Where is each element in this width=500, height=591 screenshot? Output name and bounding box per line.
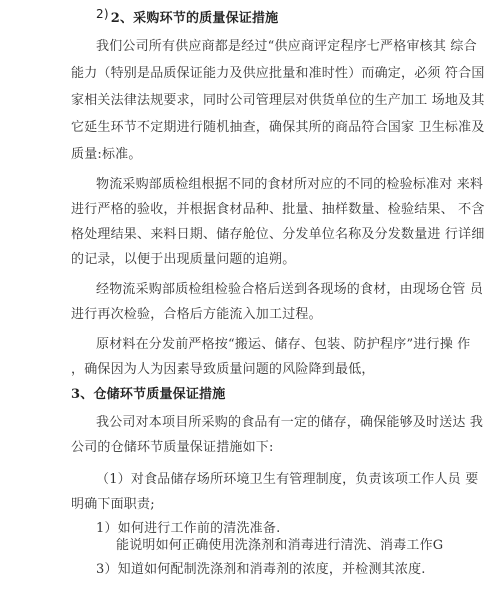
s2-p4-line-2: ，确保因为人为因素导致质量问题的风险降到最低，	[71, 362, 375, 377]
section-2-marker: 2)	[96, 7, 109, 21]
section-2-heading-text: 2、采购环节的质量保证措施	[110, 11, 279, 26]
s2-p1-line-1: 我们公司所有供应商都是经过“供应商评定程序七严格审核其 综合	[96, 39, 477, 54]
s3-sub1-line-2: 能说明如何正确使用洗涤剂和消毒进行清洗、消毒工作G	[116, 538, 444, 553]
s2-p2-line-2: 进行严格的验收，并根据食材品种、批量、抽样数量、检验结果、 不含	[71, 202, 485, 217]
s2-p1-line-4: 它延生环节不定期进行随机抽查，确保其所的商品符合国家 卫生标准及	[71, 120, 485, 135]
s3-p1-line-2: 公司的仓储环节质量保证措施如下:	[71, 440, 274, 455]
s3-sub3-line: 3）知道如何配制洗涤剂和消毒剂的浓度，并检测其浓度.	[96, 562, 426, 577]
s2-p3-line-1: 经物流采购部质检组检验合格后送到各现场的食材，由现场仓管 员	[96, 282, 484, 297]
s2-p2-line-1: 物流采购部质检组根据不同的食材所对应的不同的检验标准对 来料	[96, 177, 484, 192]
s2-p1-line-2: 能力（特别是品质保证能力及供应批量和准时性）而确定，必须 符合国	[71, 66, 485, 81]
s3-item1-line-1: （1）对食品储存场所环境卫生有管理制度，负责该项工作人员 要	[96, 472, 479, 487]
section-3-heading: 3、仓储环节质量保证措施	[71, 387, 226, 402]
section-2-heading	[96, 7, 279, 27]
s2-p3-line-2: 进行再次检验，合格后方能流入加工过程。	[71, 307, 322, 322]
s2-p2-line-3: 格处理结果、来料日期、储存舱位、分发单位名称及分发数量进 行详细	[71, 227, 485, 242]
s2-p2-line-4: 的记录，以便于出现质量问题的追朔。	[71, 252, 296, 267]
s3-item1-line-2: 明确下面职责;	[71, 497, 155, 512]
s2-p1-line-5: 质量:标准。	[71, 147, 142, 162]
s2-p1-line-3: 家相关法律法规要求，同时公司管理层对供货单位的生产加工 场地及其	[71, 93, 485, 108]
s2-p4-line-1: 原材料在分发前严格按“搬运、储存、包装、防护程序”进行操 作	[96, 337, 471, 352]
s3-sub1-line-1: 1）如何进行工作前的清洗准备.	[96, 521, 281, 536]
s3-p1-line-1: 我公司对本项目所采购的食品有一定的储存，确保能够及时送达 我	[96, 415, 484, 430]
